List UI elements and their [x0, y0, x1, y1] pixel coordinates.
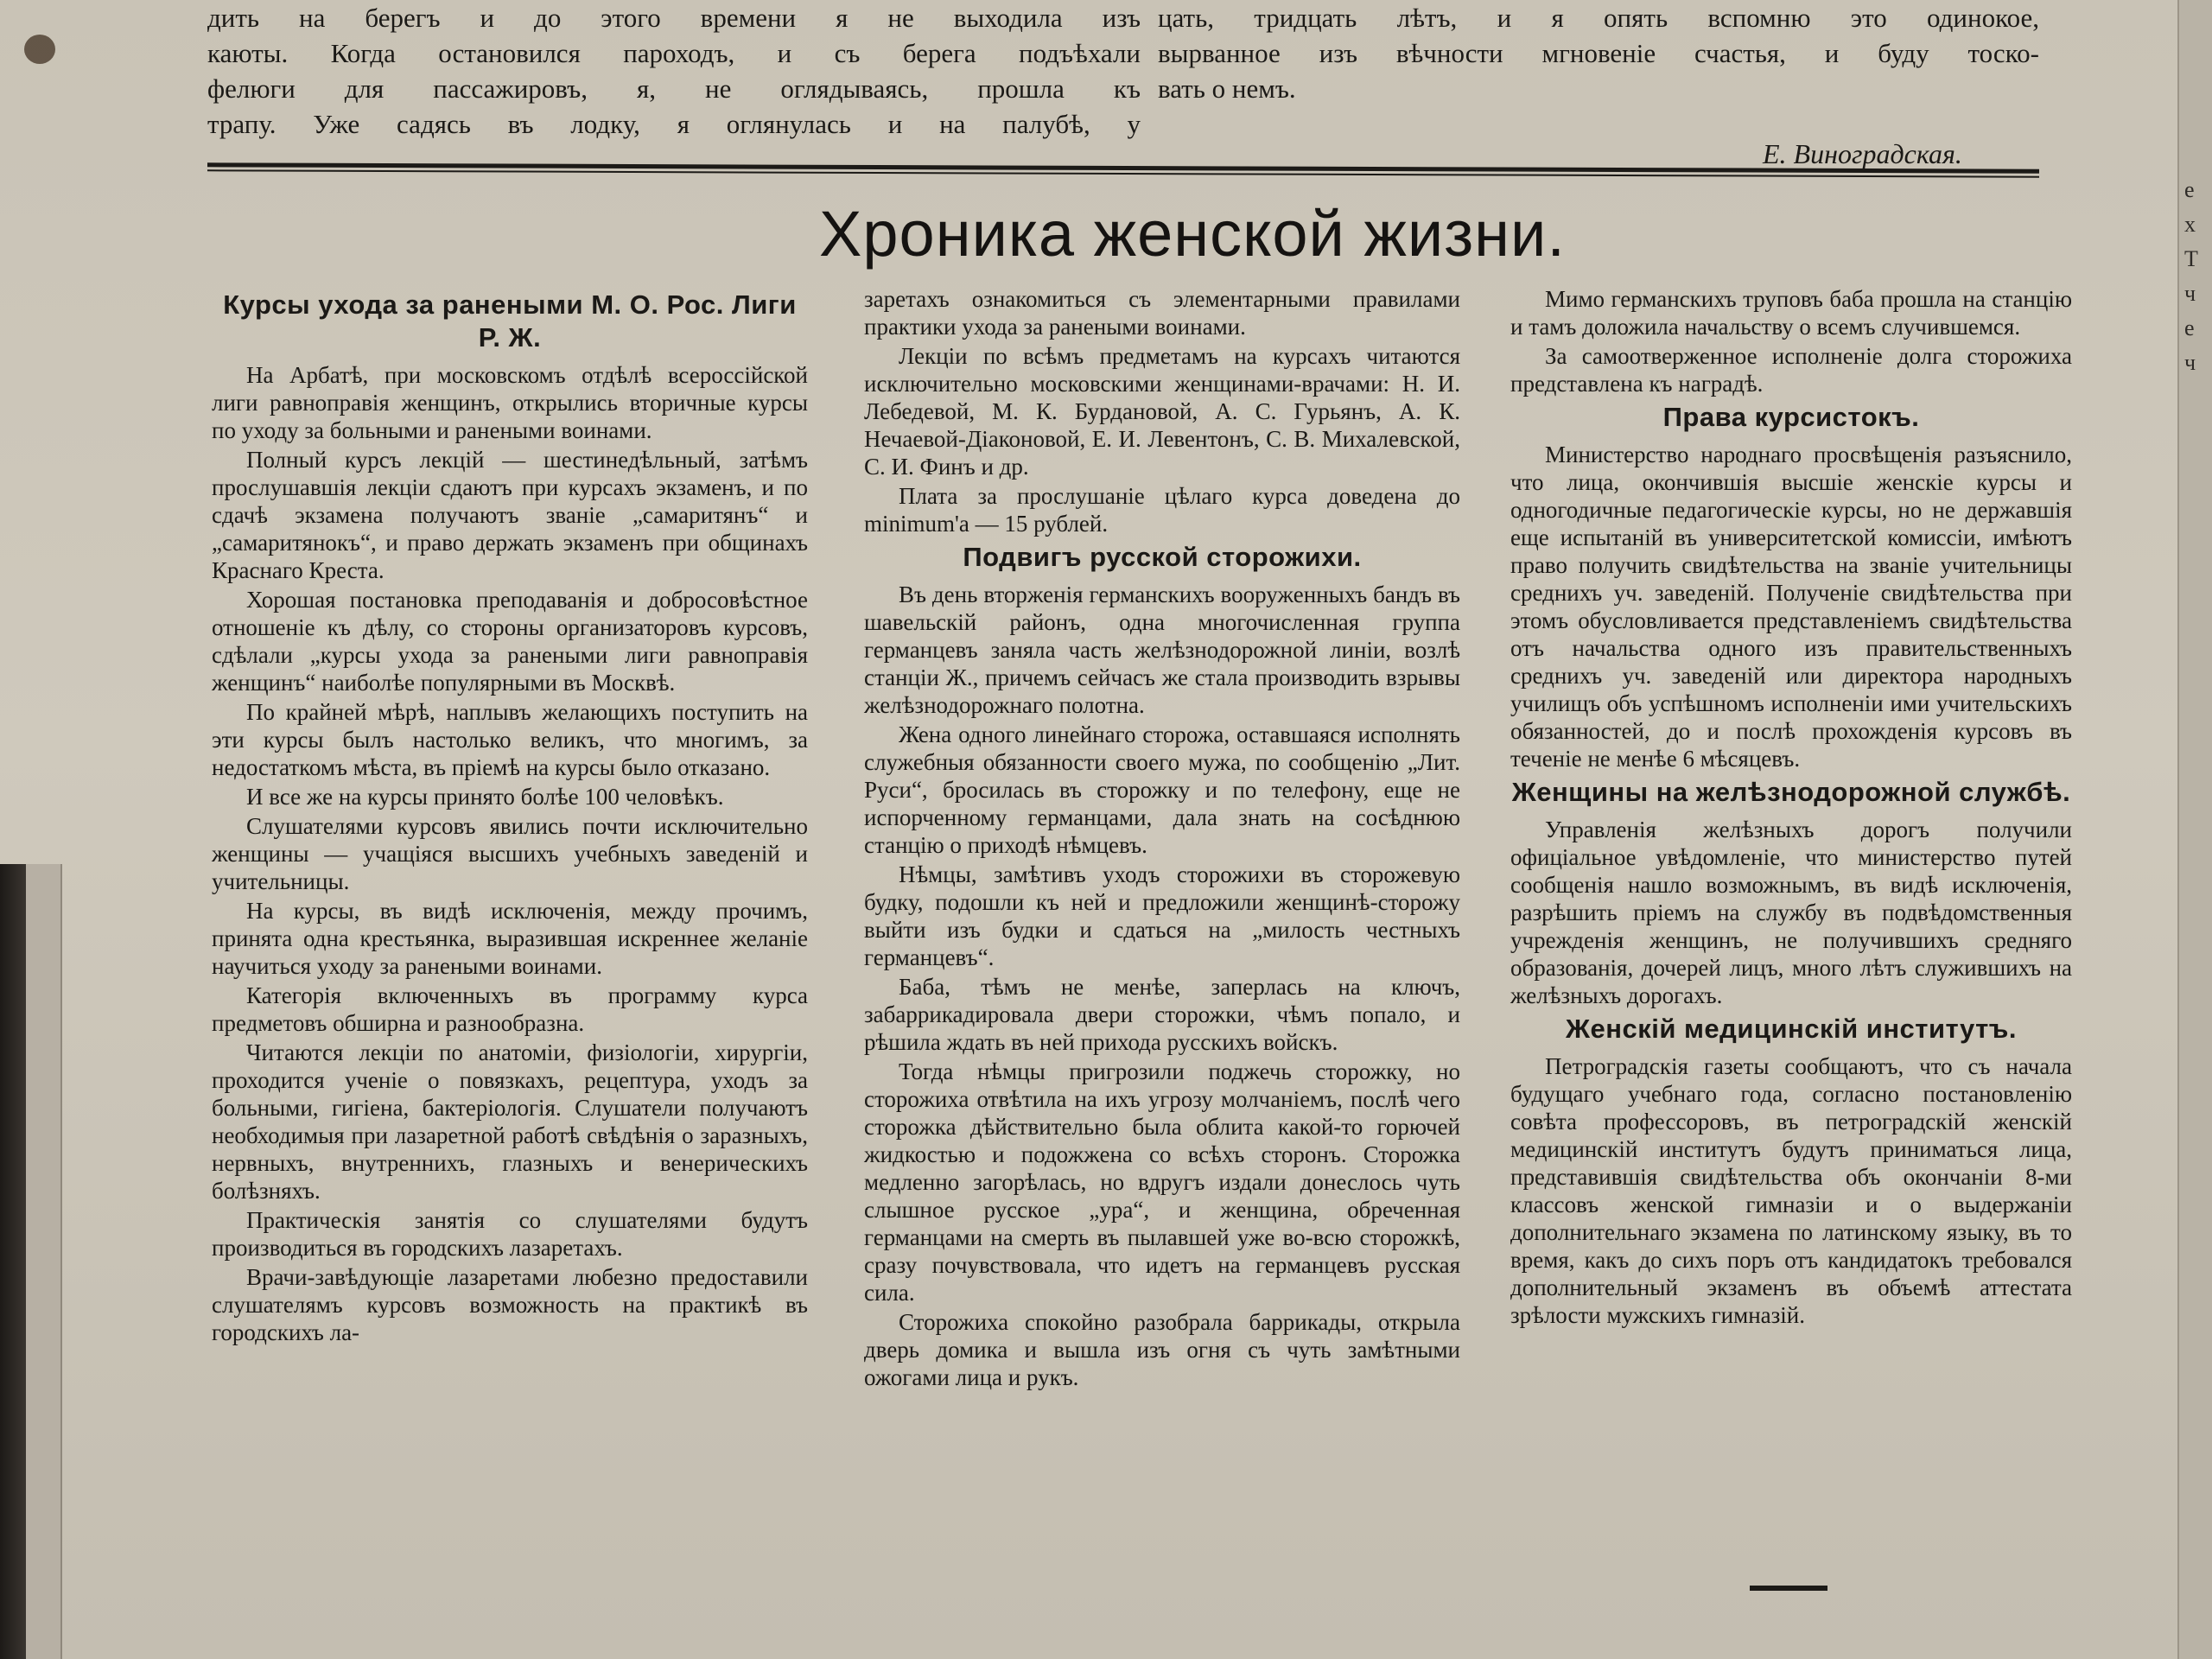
text-line: цать, тридцать лѣтъ, и я опять вспомню это одинокое,: [1158, 3, 2039, 33]
ink-blot: [24, 35, 55, 64]
text-line: вырванное изъ вѣчности мгновеніе счастья, и буду тоско-: [1158, 38, 2039, 68]
paragraph: Полный курсъ лекцій — шестинедѣльный, затѣмъ прослушавшія лекціи сдаютъ при курсахъ экзаменъ, и по сдачѣ экзамена получаютъ званіе „самаритянъ“ и „самаритянокъ“, и право держать экзаменъ при общинахъ Краснаго Креста.: [212, 447, 808, 583]
left-background-shadow: [0, 864, 26, 1659]
paragraph: Лекціи по всѣмъ предметамъ на курсахъ читаются исключительно московскими женщинами-врачами: Н. И. Лебедевой, М. К. Бурдановой, А. С. Гурьянъ, А. К. Нечаевой-Діаконовой, Е. И. Левентонъ, С. В. Михалевской, С. И. Финъ и др.: [864, 343, 1460, 480]
paragraph: На Арбатѣ, при московскомъ отдѣлѣ всероссійской лиги равноправія женщинъ, открылись вторичные курсы по уходу за больными и ранеными воинами.: [212, 362, 808, 443]
margin-fragment: ч: [2184, 350, 2196, 375]
paragraph: Слушателями курсовъ явились почти исключительно женщины — учащіяся высшихъ учебныхъ заведеній и учительницы.: [212, 813, 808, 894]
column-2: [864, 285, 1460, 1393]
right-margin-strip: [2177, 0, 2212, 1659]
text-line: трапу. Уже садясь въ лодку, я оглянулась и на палубѣ, у: [207, 109, 1141, 139]
paragraph: Практическія занятія со слушателями будутъ производиться въ городскихъ лазаретахъ.: [212, 1207, 808, 1261]
paragraph: Тогда нѣмцы пригрозили поджечь сторожку, но сторожиха отвѣтила на ихъ угрозу молчаніемъ, послѣ чего сторожка дѣйствительно была облита какой-то горючей жидкостью и подожжена со всѣхъ сторонъ. Сторожка медленно загорѣлась, но вдругъ издали донеслось чуть слышное русское „ура“, и женщина, обреченная германцами на смерть въ пылавшей уже во-всю сторожкѣ, сразу почувствовала, что идетъ на германцевъ русская сила.: [864, 1058, 1460, 1306]
margin-fragment: ч: [2184, 281, 2196, 306]
text-line: фелюги для пассажировъ, я, не оглядываясь, прошла къ: [207, 73, 1141, 104]
paragraph: Управленія желѣзныхъ дорогъ получили офиціальное увѣдомленіе, что министерство путей сообщенія нашло возможнымъ, въ видѣ исключенія, разрѣшить пріемъ на службу въ подвѣдомственныя учрежденія женщинъ, не получившихъ средняго образованія, дочерей лицъ, много лѣтъ служившихъ на желѣзныхъ дорогахъ.: [1510, 817, 2072, 1008]
paragraph: Петроградскія газеты сообщаютъ, что съ начала будущаго учебнаго года, согласно постановленію совѣта профессоровъ, въ петроградскій женскій медицинскій институтъ будутъ приниматься лица, представившія свидѣтельства объ окончаніи 8-ми классовъ женской гимназіи и о выдержаніи дополнительнаго экзамена по латинскому языку, въ то время, какъ до сихъ поръ отъ кандидатокъ требовался дополнительный экзаменъ въ объемѣ аттестата зрѣлости мужскихъ гимназій.: [1510, 1053, 2072, 1328]
article-heading: Курсы ухода за ранеными М. О. Рос. Лиги Р. Ж.: [223, 289, 797, 353]
article-heading: Подвигъ русской сторожихи.: [963, 542, 1362, 572]
section-headline: Хроника женской жизни.: [819, 198, 1566, 270]
paragraph: На курсы, въ видѣ исключенія, между прочимъ, принята одна крестьянка, выразившая искреннее желаніе научиться уходу за ранеными воинами.: [212, 898, 808, 979]
end-mark: [1750, 1586, 1827, 1591]
paragraph: По крайней мѣрѣ, наплывъ желающихъ поступить на эти курсы былъ настолько великъ, что многимъ, за недостаткомъ мѣста, въ пріемѣ на курсы было отказано.: [212, 699, 808, 780]
author-signature: Е. Виноградская.: [1763, 138, 1962, 169]
paragraph: Врачи-завѣдующіе лазаретами любезно предоставили слушателямъ курсовъ возможность на практикѣ въ городскихъ ла-: [212, 1264, 808, 1345]
text-line: вать о немъ.: [1158, 73, 1296, 104]
paragraph: Читаются лекціи по анатоміи, физіологіи, хирургіи, проходится ученіе о повязкахъ, рецептура, уходъ за больными, гигіена, бактеріологія. Слушатели получаютъ необходимыя при лазаретной работѣ свѣдѣнія о заразныхъ, нервныхъ, внутреннихъ, глазныхъ и венерическихъ болѣзняхъ.: [212, 1039, 808, 1204]
margin-fragment: е: [2184, 315, 2195, 340]
margin-fragment: х: [2184, 212, 2196, 237]
column-3: [1510, 285, 2072, 1331]
paragraph: заретахъ ознакомиться съ элементарными правилами практики ухода за ранеными воинами.: [864, 286, 1460, 340]
article-heading: Женскій медицинскій институтъ.: [1565, 1014, 2018, 1044]
paragraph: Категорія включенныхъ въ программу курса предметовъ обширна и разнообразна.: [212, 982, 808, 1036]
paragraph: Баба, тѣмъ не менѣе, заперлась на ключъ, забаррикадировала двери сторожки, чѣмъ попало, и рѣшила ждать въ ней прихода русскихъ войскъ.: [864, 974, 1460, 1055]
article-heading: Права курсистокъ.: [1662, 402, 1920, 432]
paragraph: Мимо германскихъ труповъ баба прошла на станцію и тамъ доложила начальству о всемъ случившемся.: [1510, 286, 2072, 340]
paragraph: Хорошая постановка преподаванія и добросовѣстное отношеніе къ дѣлу, со стороны организаторовъ курсовъ, сдѣлали „курсы ухода за ранеными лиги равноправія женщинъ“ наиболѣе популярными въ Москвѣ.: [212, 587, 808, 696]
column-1: [212, 285, 808, 1348]
paragraph: Сторожиха спокойно разобрала баррикады, открыла дверь домика и вышла изъ огня съ чуть замѣтными ожогами лица и рукъ.: [864, 1309, 1460, 1390]
previous-article-right: [1158, 0, 2039, 106]
paragraph: Нѣмцы, замѣтивъ уходъ сторожихи въ сторожевую будку, подошли къ ней и предложили женщинѣ-сторожу выйти изъ будки и сдаться на „милость честныхъ германцевъ“.: [864, 861, 1460, 970]
previous-article-left: [207, 0, 1141, 142]
paragraph: Министерство народнаго просвѣщенія разъяснило, что лица, окончившія высшіе женскіе курсы и одногодичные педагогическіе курсы, но не державшія еще испытаній въ университетской комиссіи, имѣютъ право получить свидѣтельства на званіе учительницы среднихъ уч. заведеній. Полученіе свидѣтельства при этомъ обусловливается представленіемъ свидѣтельства отъ начальства одного изъ правительственныхъ среднихъ уч. заведеній или директора народныхъ училищъ объ успѣшномъ исполненіи ими учительскихъ обязанностей, до и послѣ прохожденія курсовъ въ теченіе не менѣе 6 мѣсяцевъ.: [1510, 442, 2072, 772]
paragraph: Жена одного линейнаго сторожа, оставшаяся исполнять служебныя обязанности своего мужа, по сообщенію „Лит. Руси“, бросилась въ сторожку и по телефону, еще не испорченному германцами, дала знать на сосѣднюю станцію о приходѣ нѣмцевъ.: [864, 721, 1460, 858]
paragraph: Въ день вторженія германскихъ вооруженныхъ бандъ въ шавельскій районъ, одна многочисленная группа германцевъ заняла часть желѣзнодорожной линіи, возлѣ станціи Ж., причемъ сейчасъ же стала производить взрывы желѣзнодорожнаго полотна.: [864, 582, 1460, 718]
article-heading: Женщины на желѣзнодорожной службѣ.: [1511, 777, 2071, 807]
margin-fragment: Т: [2184, 246, 2198, 271]
text-line: каюты. Когда остановился пароходъ, и съ берега подъѣхали: [207, 38, 1141, 68]
paragraph: И все же на курсы принято болѣе 100 человѣкъ.: [246, 784, 724, 810]
margin-fragment: е: [2184, 177, 2195, 202]
paragraph: Плата за прослушаніе цѣлаго курса доведена до minimum'a — 15 рублей.: [864, 483, 1460, 537]
paragraph: За самоотверженное исполненіе долга сторожиха представлена къ наградѣ.: [1510, 343, 2072, 397]
text-line: дить на берегъ и до этого времени я не выходила изъ: [207, 3, 1141, 33]
